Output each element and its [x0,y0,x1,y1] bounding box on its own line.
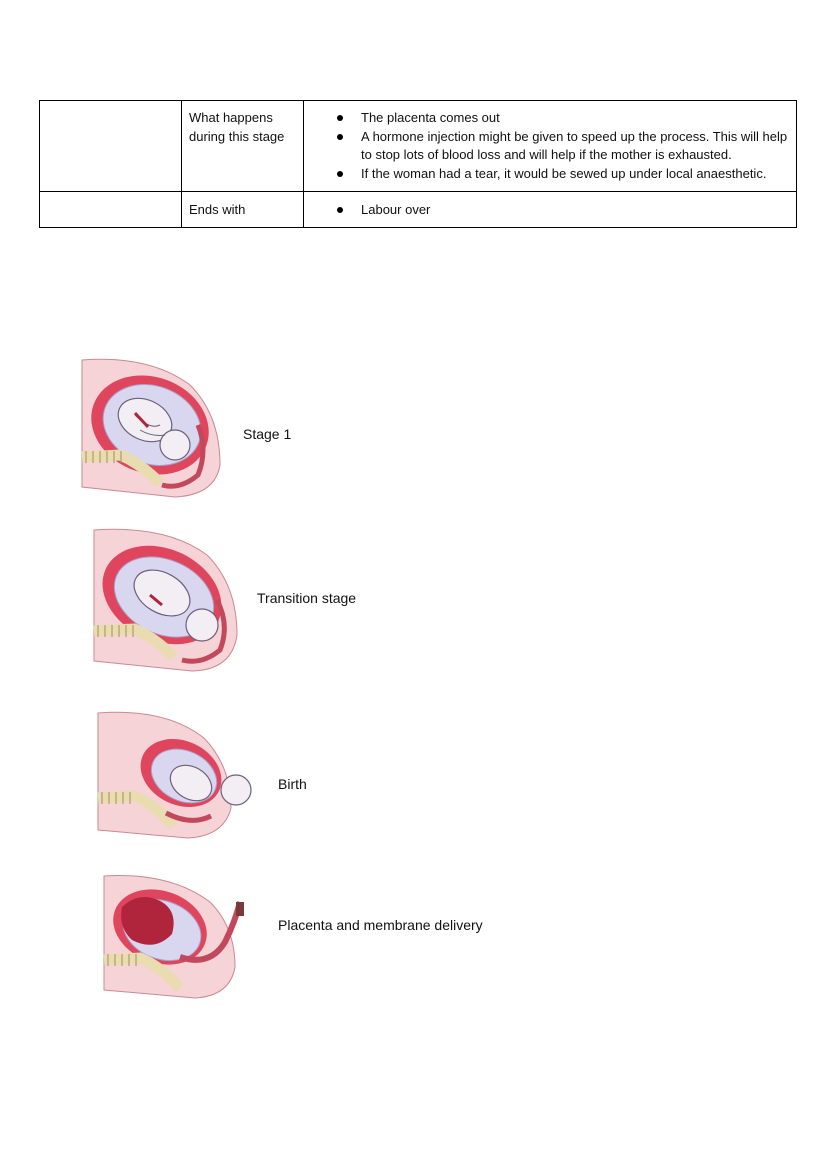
list-item: The placenta comes out [311,109,790,128]
list-item: Labour over [311,201,790,220]
placenta-delivery-illustration [100,872,260,1000]
table-row [40,101,797,192]
list-item: A hormone injection might be given to speed up the process. This will help to stop lots of blood loss and will help if the mother is exhausted. [311,128,790,165]
list-item: If the woman had a tear, it would be sewed up under local anaesthetic. [311,165,790,184]
figure-caption: Placenta and membrane delivery [278,917,483,933]
bullet-list [311,201,790,220]
row-heading: Ends with [182,192,304,228]
figure-caption: Transition stage [257,590,357,606]
figure-caption: Birth [278,776,307,792]
stage-1-illustration [80,355,225,500]
bullet-cell [304,101,797,192]
labour-stage-table [39,100,797,228]
transition-stage-illustration [92,525,242,675]
stage-cell [40,101,182,192]
row-heading: What happens during this stage [182,101,304,192]
bullet-cell [304,192,797,228]
bullet-list [311,109,790,183]
birth-illustration [96,708,256,840]
table-row [40,192,797,228]
figure-caption: Stage 1 [243,426,292,442]
stage-cell [40,192,182,228]
